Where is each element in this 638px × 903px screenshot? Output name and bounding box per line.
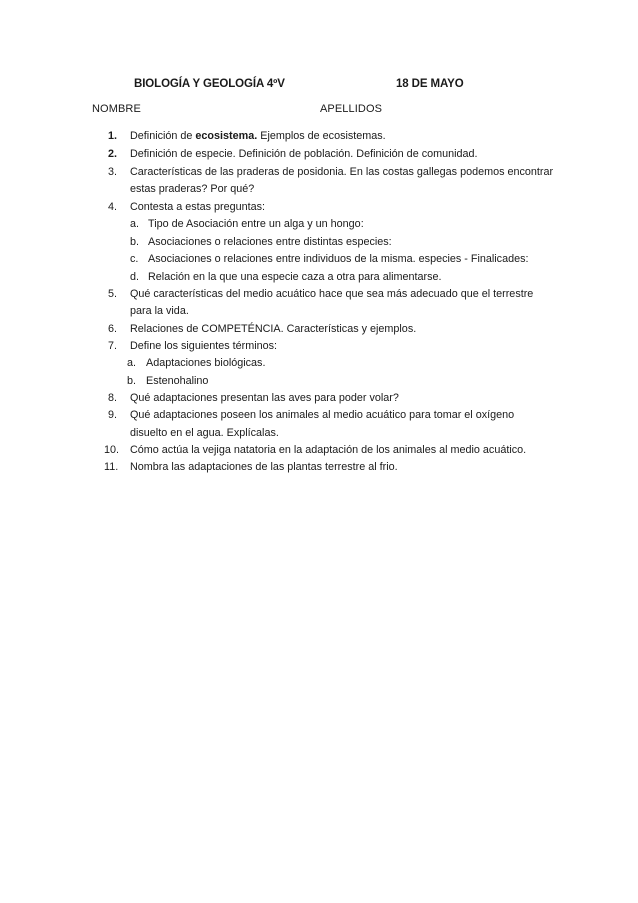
question-number: 7.: [108, 340, 118, 352]
question-text: Contesta a estas preguntas:: [130, 201, 266, 213]
subject-title: BIOLOGÍA Y GEOLOGÍA 4ºV: [134, 78, 285, 90]
question-number: 6.: [108, 323, 118, 335]
subquestion-letter: d.: [130, 271, 140, 283]
subquestion-letter: a.: [127, 357, 137, 369]
subquestion-text: Adaptaciones biológicas.: [146, 357, 266, 369]
subquestion-text: Tipo de Asociación entre un alga y un hongo:: [148, 218, 364, 230]
question-text-part: Ejemplos de ecosistemas.: [257, 130, 386, 142]
question-text-line-1: Qué características del medio acuático hace que sea más adecuado que el terrestre: [130, 288, 534, 300]
exam-date: 18 DE MAYO: [396, 78, 464, 90]
nombre-label: NOMBRE: [92, 103, 141, 115]
keyword-bold: ecosistema.: [195, 130, 258, 142]
question-text-line-1: Características de las praderas de posidonia. En las costas gallegas podemos encontrar: [130, 166, 554, 178]
question-text: Qué adaptaciones presentan las aves para poder volar?: [130, 392, 399, 404]
question-number: 4.: [108, 201, 118, 213]
question-text-line-1: Qué adaptaciones poseen los animales al medio acuático para tomar el oxígeno: [130, 409, 515, 421]
subquestion-text: Asociaciones o relaciones entre distintas especies:: [148, 236, 392, 248]
subquestion-letter: a.: [130, 218, 140, 230]
question-text-line-2: disuelto en el agua. Explícalas.: [130, 427, 279, 439]
question-number: 3.: [108, 166, 118, 178]
question-text: [130, 128, 560, 144]
question-text: Define los siguientes términos:: [130, 340, 278, 352]
subquestion-text: Relación en la que una especie caza a otra para alimentarse.: [148, 271, 442, 283]
question-number: 8.: [108, 392, 118, 404]
question-text-line-2: estas praderas? Por qué?: [130, 183, 255, 195]
subquestion-letter: b.: [130, 236, 140, 248]
question-number: 9.: [108, 409, 118, 421]
question-text: Relaciones de COMPETÉNCIA. Características y ejemplos.: [130, 323, 417, 335]
subquestion-letter: c.: [130, 253, 139, 265]
question-text: Nombra las adaptaciones de las plantas terrestre al frio.: [130, 461, 398, 473]
question-text: Cómo actúa la vejiga natatoria en la adaptación de los animales al medio acuático.: [130, 444, 527, 456]
question-text: Definición de especie. Definición de población. Definición de comunidad.: [130, 148, 478, 160]
question-number: 1.: [108, 130, 118, 142]
subquestion-text: Estenohalino: [146, 375, 209, 387]
question-number: 5.: [108, 288, 118, 300]
question-text-part: Definición de: [130, 130, 196, 142]
question-number: 11.: [104, 461, 119, 473]
question-number: 10.: [104, 444, 120, 456]
subquestion-letter: b.: [127, 375, 137, 387]
subquestion-text: Asociaciones o relaciones entre individuos de la misma. especies - Finalicades:: [148, 253, 529, 265]
apellidos-label: APELLIDOS: [320, 103, 383, 115]
question-text-line-2: para la vida.: [130, 305, 189, 317]
question-number: 2.: [108, 148, 118, 160]
